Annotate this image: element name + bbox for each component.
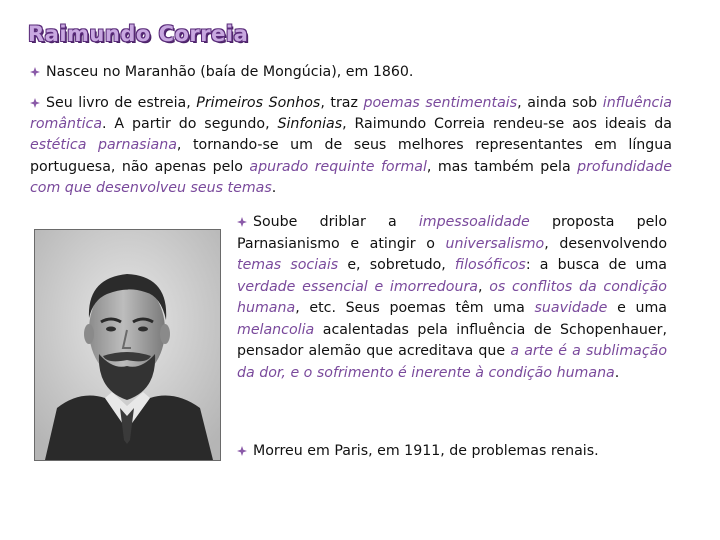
author-portrait bbox=[34, 229, 221, 461]
paragraph-death bbox=[237, 441, 677, 462]
text-run: , bbox=[477, 278, 490, 295]
text-run: , Raimundo Correia rendeu-se aos ideais da bbox=[342, 116, 672, 133]
portrait-illustration bbox=[35, 230, 220, 460]
text-run: . A partir do segundo, bbox=[102, 116, 278, 133]
text-run: , etc. Seus poemas têm uma bbox=[295, 300, 535, 316]
diamond-bullet-icon bbox=[237, 446, 247, 456]
highlight-text: verdade essencial e imorredoura bbox=[237, 278, 478, 295]
highlight-text: poemas sentimentais bbox=[363, 95, 518, 111]
highlight-text: profundidade com que desenvolveu seus temas bbox=[30, 158, 672, 196]
paragraph-birth bbox=[30, 62, 675, 83]
highlight-text: melancolia bbox=[237, 321, 315, 338]
highlight-text: temas sociais bbox=[237, 257, 339, 273]
text-run: , traz bbox=[320, 95, 364, 111]
death-text: Morreu em Paris, em 1911, de problemas renais. bbox=[253, 443, 599, 459]
diamond-bullet-icon bbox=[30, 98, 40, 108]
diamond-bullet-icon bbox=[237, 217, 247, 227]
text-run: : a busca de uma bbox=[525, 257, 667, 273]
text-run: . bbox=[614, 364, 620, 381]
highlight-text: universalismo bbox=[445, 235, 545, 252]
paragraph-themes bbox=[237, 212, 667, 384]
text-run: Seu livro de estreia, bbox=[46, 95, 197, 111]
highlight-text: impessoalidade bbox=[418, 214, 530, 230]
text-run: e, sobretudo, bbox=[338, 257, 455, 273]
text-run: , tornando-se um de seus melhores representantes em língua portuguesa, não apenas pelo bbox=[30, 137, 672, 175]
highlight-text: filosóficos bbox=[454, 257, 526, 273]
text-run: acalentadas pela influência de Schopenhauer, pensador alemão que acreditava que bbox=[237, 321, 667, 359]
highlight-text: influência romântica bbox=[30, 95, 672, 133]
highlight-text: suavidade bbox=[534, 300, 608, 316]
text-run: , mas também pela bbox=[426, 158, 578, 175]
book-title: Primeiros Sonhos bbox=[196, 95, 321, 111]
text-run: . bbox=[271, 179, 277, 196]
birth-text: Nasceu no Maranhão (baía de Mongúcia), em 1860. bbox=[46, 64, 414, 80]
highlight-text: os conflitos da condição humana bbox=[237, 278, 667, 316]
text-run: proposta pelo Parnasianismo e atingir o bbox=[237, 214, 667, 252]
page-title: Raimundo Correia bbox=[28, 22, 249, 46]
highlight-text: apurado requinte formal bbox=[249, 158, 427, 175]
text-run: , ainda sob bbox=[517, 95, 603, 111]
text-run: e uma bbox=[607, 300, 667, 316]
diamond-bullet-icon bbox=[30, 67, 40, 77]
text-run: , desenvolvendo bbox=[544, 235, 668, 252]
text-run: Soube driblar a bbox=[253, 214, 419, 230]
highlight-text: estética parnasiana bbox=[30, 137, 177, 154]
highlight-text: a arte é a sublimação da dor, e o sofrimento é inerente à condição humana bbox=[237, 343, 668, 381]
book-title: Sinfonias bbox=[277, 116, 343, 133]
paragraph-works bbox=[30, 93, 672, 199]
